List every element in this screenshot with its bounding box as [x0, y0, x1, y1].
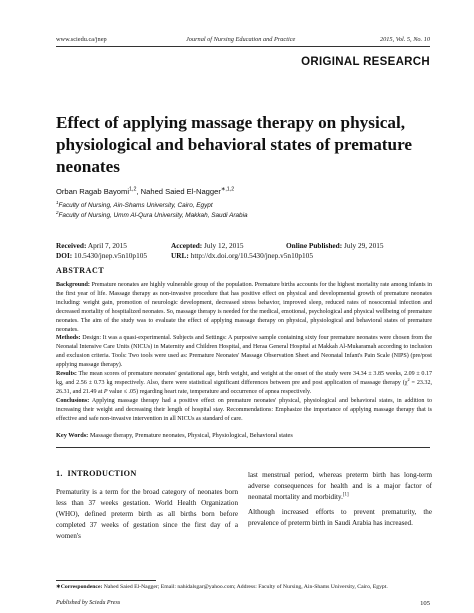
article-type: ORIGINAL RESEARCH — [301, 56, 430, 68]
abstract-methods — [56, 334, 432, 370]
header-rule — [56, 46, 430, 47]
section-number: 1. — [56, 469, 63, 478]
abstract-conclusions — [56, 397, 432, 424]
affiliation-marker: 1 — [56, 199, 59, 205]
intro-paragraph: Although increased efforts to prevent prematurity, the prevalence of preterm birth in Saudi Arabia has increased. — [248, 508, 432, 528]
author-separator: , — [136, 187, 141, 196]
intro-text: last menstrual period, whereas preterm birth has long-term adverse consequences for health and is a major factor of neonatal mortality and morbidity. — [248, 471, 432, 502]
intro-right-column — [248, 470, 432, 529]
author-name: Orban Ragab Bayomi — [56, 187, 130, 196]
page-number: 105 — [420, 600, 430, 607]
conclusions-text: Applying massage therapy had a positive effect on premature neonates' physical, physiological and behavioral states, in addition to increasing their weight and decreasing their length of hospital stay. Recommendations: Emphasize the importance of applying massage therapy that is effective and safe non-invasive intervention in all NICUs as standard of care. — [56, 397, 432, 422]
results-text: = 23.32, 26.31, and 21.49 at — [56, 379, 432, 395]
abstract-results — [56, 370, 432, 397]
received-date — [56, 241, 127, 250]
intro-paragraph — [248, 470, 432, 503]
accepted-date — [171, 241, 244, 250]
keywords — [56, 432, 432, 439]
published-value: July 29, 2015 — [344, 241, 384, 250]
abstract-body — [56, 281, 432, 424]
doi — [56, 251, 147, 260]
doi-label: DOI: — [56, 251, 73, 260]
affiliation-text: Faculty of Nursing, Ain-Shams University, Cairo, Egypt — [58, 202, 213, 209]
results-text: value ≤ .05) regarding heart rate, temperature and occurrence of apnea respectively. — [107, 388, 312, 395]
published-label: Online Published: — [286, 241, 343, 250]
keywords-text: Massage therapy, Premature neonates, Physical, Physiological, Behavioral states — [89, 432, 293, 439]
section-title: INTRODUCTION — [67, 469, 137, 478]
chi-square-exponent: 2 — [407, 376, 410, 382]
conclusions-label: Conclusions: — [56, 397, 90, 404]
url-label: URL: — [171, 251, 189, 260]
affiliation — [56, 199, 213, 209]
doi-value[interactable]: 10.5430/jnep.v5n10p105 — [74, 251, 148, 260]
abstract-heading: ABSTRACT — [56, 266, 105, 275]
running-header-left: www.sciedu.ca/jnep — [56, 36, 107, 43]
author-name: Nahed Saied El-Nagger — [140, 187, 221, 196]
methods-text: Design: It was a quasi-experimental. Subjects and Settings: A purposive sample containing sixty four premature neonates were chosen from the Neonatal Intensive Care Units (NICUs) in Maternity and Children Hospital, and Heraa General Hospital at Makkah Al-Mukaramah according to inclusion and exclusion criteria. Tools: Two tools were used as: Premature Neonates' Massage Observation Sheet and Neonatal Infant's Pain Scale (NIPS) (pre/post applying massage therapy). — [56, 335, 433, 369]
intro-paragraph: Prematurity is a term for the broad category of neonates born less than 37 weeks gestation. World Health Organization (WHO), defined preterm birth as all births born before completed 37 weeks of gestation since the first day of a women's — [56, 488, 238, 541]
affiliation — [56, 209, 248, 219]
author-affiliation-marker: 1,2 — [129, 186, 137, 193]
intro-left-column — [56, 487, 238, 542]
results-text: The mean scores of premature neonates' gestational age, birth weight, and weight at the onset of the study were 34.34 ± 3.85 weeks, 2.09 ± 0.17 kg, and 2.56 ± 0.73 kg respectively. Also, there were statistical significant differences between pre and post application of massage therapy (χ — [56, 371, 432, 386]
section-heading — [56, 469, 137, 478]
abstract-background — [56, 281, 432, 334]
author-list — [56, 187, 234, 196]
correspondence-text: Nahed Saied El-Nagger; Email: nahidalsgar@yahoo.com; Address: Faculty of Nursing, Ain-Shams University, Cairo, Egypt. — [103, 584, 388, 590]
affiliation-marker: 2 — [56, 209, 59, 215]
published-date — [286, 241, 384, 250]
author-affiliation-marker: ∗,1,2 — [220, 186, 235, 193]
correspondence-footnote — [56, 584, 432, 590]
abstract-rule — [56, 447, 430, 448]
methods-label: Methods: — [56, 335, 81, 342]
running-header-volume: 2015, Vol. 5, No. 10 — [379, 36, 430, 43]
p-symbol: P — [103, 388, 108, 395]
accepted-label: Accepted: — [171, 241, 203, 250]
footnote-rule — [56, 580, 156, 581]
background-text: Premature neonates are highly vulnerable group of the population. Premature births accounts for the highest mortality rate among infants in the first year of life. Massage therapy as non-invasive procedure that has positive effect on physical and developmental growth of premature neonates including: weight gain, promotion of neurologic development, decreased stress behavior, improved sleep, reduced rates of nosocomial infection and decreased mortality of hospitalized neonates. So, massage therapy is needed for the medical, emotional, psychological and physical wellbeing of premature neonates. The aim of the study was to evaluate the effect of applying massage therapy on physical, physiological and behavioral states of premature neonates. — [56, 282, 432, 333]
running-header-journal: Journal of Nursing Education and Practice — [186, 36, 296, 43]
url — [171, 251, 313, 260]
paper-title: Effect of applying massage therapy on physical, physiological and behavioral states of premature neonates — [56, 113, 413, 176]
url-link[interactable]: http://dx.doi.org/10.5430/jnep.v5n10p105 — [190, 251, 313, 260]
accepted-value: July 12, 2015 — [204, 241, 244, 250]
citation[interactable]: [1] — [342, 492, 349, 498]
correspondence-label: ∗Correspondence: — [56, 584, 103, 590]
affiliation-text: Faculty of Nursing, Umm Al-Qura University, Makkah, Saudi Arabia — [58, 212, 248, 219]
received-value: April 7, 2015 — [87, 241, 127, 250]
publisher: Published by Sciedu Press — [56, 600, 121, 606]
background-label: Background: — [56, 282, 90, 288]
received-label: Received: — [56, 241, 87, 250]
results-label: Results: — [56, 371, 77, 378]
keywords-label: Key Words: — [56, 432, 89, 439]
